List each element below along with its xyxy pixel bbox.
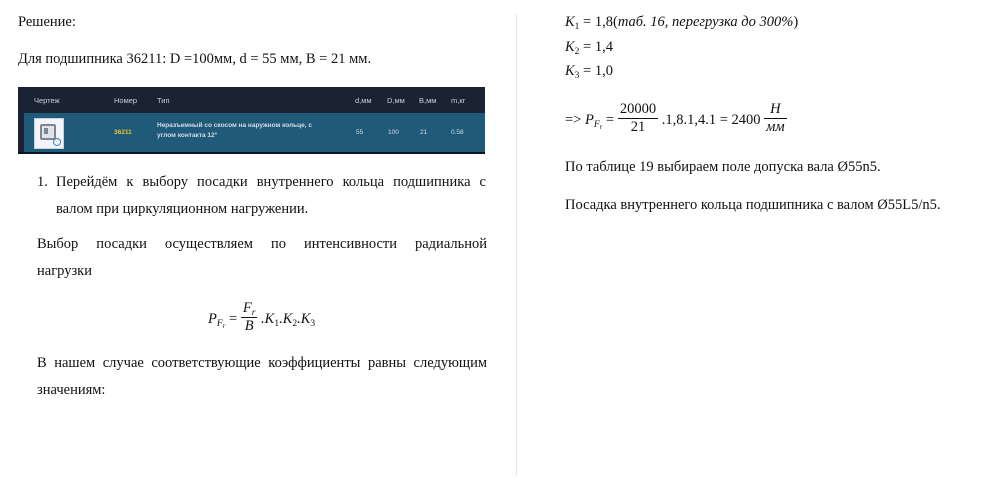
load-formula: $P_{F_r}$ = $\frac{F_r}{B}$ $.K_1.K_2.K_3$ bbox=[208, 300, 316, 334]
row-type-line2: углом контакта 12° bbox=[157, 132, 218, 139]
header-drawing: Чертеж bbox=[34, 96, 60, 105]
list-marker: 1. bbox=[37, 174, 48, 190]
header-D: D,мм bbox=[387, 96, 405, 105]
list-item-line2: валом при циркуляционном нагружении. bbox=[56, 201, 309, 217]
header-B: B,мм bbox=[419, 96, 437, 105]
paragraph-line2: нагрузки bbox=[37, 263, 92, 279]
row-d: 55 bbox=[356, 129, 364, 136]
header-m: m,кг bbox=[451, 96, 466, 105]
list-item-line1: Перейдём к выбору посадки внутреннего кольца подшипника с bbox=[56, 174, 486, 190]
paragraph2-line1: В нашем случае соответствующие коэффициенты равны следующим bbox=[37, 355, 487, 371]
bearing-dimensions-text: Для подшипника 36211: D =100мм, d = 55 мм, B = 21 мм. bbox=[18, 51, 372, 67]
paragraph-line1: Выбор посадки осуществляем по интенсивности радиальной bbox=[37, 236, 487, 252]
fit-result-text: Посадка внутреннего кольца подшипника с валом Ø55L5/n5. bbox=[565, 197, 941, 213]
row-number: 36211 bbox=[114, 129, 132, 136]
calc-formula: => $P_{F_r}$ = $\frac{20000}{21}$ .1,8.1,4.1 = 2400 $\frac{Н}{мм}$ bbox=[565, 101, 785, 135]
zoom-icon bbox=[53, 138, 61, 146]
k3-line: $K_3 = 1,0$ bbox=[565, 63, 613, 81]
row-m: 0.58 bbox=[451, 129, 464, 136]
row-type-line1: Неразъемный со скосом на наружном кольце, с bbox=[157, 122, 313, 129]
bearing-icon bbox=[40, 124, 56, 140]
header-number: Номер bbox=[114, 96, 138, 105]
table-header bbox=[18, 87, 485, 112]
tolerance-field-text: По таблице 19 выбираем поле допуска вала Ø55n5. bbox=[565, 159, 881, 175]
solution-heading: Решение: bbox=[18, 14, 76, 30]
k1-line: $K_1 = 1,8(таб$. 16, перегрузка до 300%) bbox=[565, 14, 799, 32]
table-row bbox=[24, 113, 485, 152]
right-page bbox=[517, 0, 1000, 482]
k2-line: $K_2 = 1,4$ bbox=[565, 39, 613, 57]
row-B: 21 bbox=[420, 129, 428, 136]
paragraph2-line2: значениям: bbox=[37, 382, 106, 398]
bearing-thumbnail bbox=[34, 118, 64, 149]
header-d: d,мм bbox=[355, 96, 372, 105]
header-type: Тип bbox=[157, 96, 170, 105]
bearing-table-image bbox=[18, 87, 485, 154]
row-D: 100 bbox=[388, 129, 399, 136]
